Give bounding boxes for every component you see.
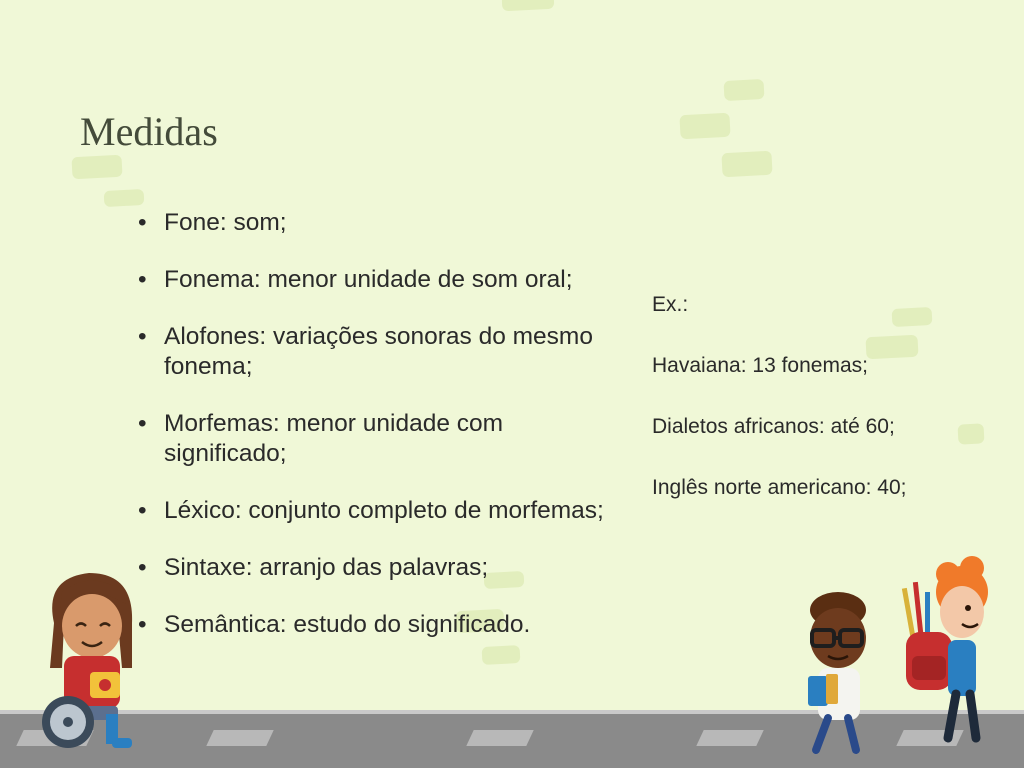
boy-with-glasses-illustration (798, 590, 884, 756)
background-decoration (724, 79, 765, 101)
road-stripe (466, 730, 533, 746)
bullet-item: • Morfemas: menor unidade com significado; (138, 409, 608, 469)
bullet-item: • Alofones: variações sonoras do mesmo fonema; (138, 322, 608, 382)
bullet-item: • Léxico: conjunto completo de morfemas; (138, 496, 608, 526)
example-item: Dialetos africanos: até 60; (652, 415, 895, 438)
example-item: Inglês norte americano: 40; (652, 476, 907, 499)
example-item: Havaiana: 13 fonemas; (652, 354, 868, 377)
girl-in-wheelchair-illustration (34, 568, 154, 758)
road-stripe (696, 730, 763, 746)
slide-title: Medidas (80, 109, 218, 154)
bullet-item: • Fonema: menor unidade de som oral; (138, 265, 608, 295)
examples-block (652, 292, 906, 536)
bullet-item: • Semântica: estudo do significado. (138, 610, 608, 640)
bullet-item: • Fone: som; (138, 208, 608, 238)
examples-heading: Ex.: (652, 293, 689, 316)
road-stripe (206, 730, 273, 746)
background-decoration (104, 189, 145, 207)
bullet-list (138, 208, 608, 667)
background-decoration (679, 113, 730, 140)
background-decoration (721, 151, 772, 178)
background-decoration (502, 0, 555, 11)
boy-with-backpack-illustration (898, 552, 994, 746)
background-decoration (957, 423, 984, 444)
bullet-item: • Sintaxe: arranjo das palavras; (138, 553, 608, 583)
background-decoration (71, 155, 122, 180)
